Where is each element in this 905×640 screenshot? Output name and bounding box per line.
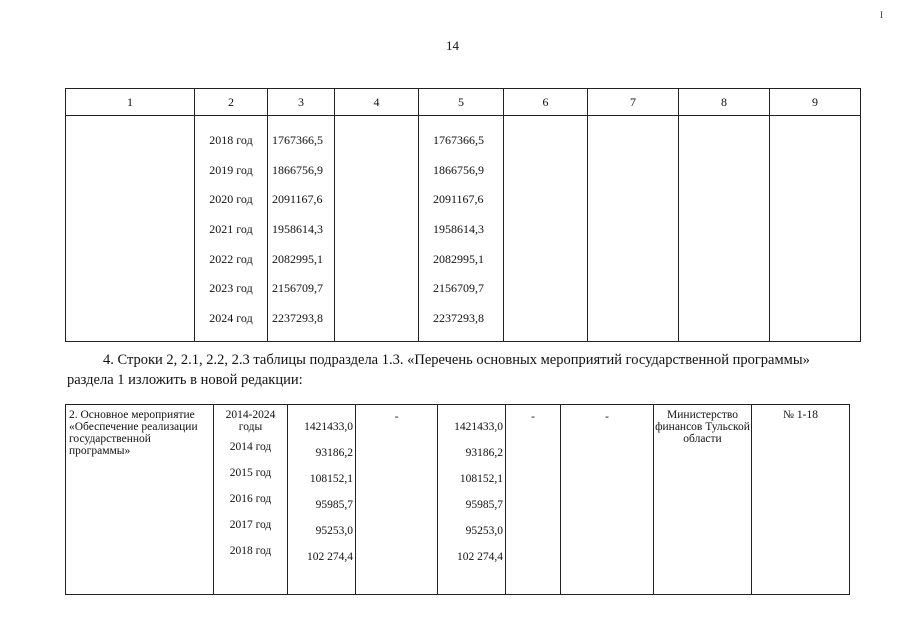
regional-budget-cell [438,405,506,595]
amount-value: 2091167,6 [272,192,323,207]
amount-value: 2091167,6 [433,192,484,207]
table-row [66,405,850,595]
dash-cell: - [561,405,654,595]
empty-cell [679,116,770,342]
column-header-6: 6 [504,89,588,116]
column-header-2: 2 [195,89,268,116]
column-header-8: 8 [679,89,770,116]
total-cell [288,405,356,595]
amount-value: 1421433,0 [454,421,503,433]
amount-value: 2237293,8 [272,311,323,326]
amount-value: 102 274,4 [457,551,503,564]
amount-value: 2156709,7 [433,281,484,296]
year-label: 2019 год [209,162,253,177]
empty-cell [588,116,679,342]
year-label: 2014 год [229,441,272,453]
instruction-paragraph [67,350,857,390]
column-header-4: 4 [335,89,419,116]
amount-value: 108152,1 [309,473,353,486]
empty-cell [504,116,588,342]
year-label: 2020 год [209,192,253,207]
measure-name: 2. Основное мероприятие «Обеспечение реализации государственной программы» [66,405,214,595]
amount-value: 1958614,3 [433,222,484,237]
regional-budget-cell [419,116,504,342]
year-cell [195,116,268,342]
amount-value: 1866756,9 [433,162,484,177]
amount-value: 108152,1 [459,473,503,486]
amount-value: 93186,2 [315,447,353,460]
corner-mark: I [880,10,883,20]
amount-value: 2082995,1 [433,251,484,266]
amount-value: 2156709,7 [272,281,323,296]
amount-value: 1866756,9 [272,162,323,177]
period-cell [214,405,288,595]
amount-value: 2082995,1 [272,251,323,266]
year-label: 2015 год [229,467,272,480]
executor-cell: Министерство финансов Тульской области [654,405,752,595]
column-header-1: 1 [66,89,195,116]
year-label: 2018 год [209,133,253,147]
amount-value: 95985,7 [315,499,353,512]
period-unit: годы [238,421,263,433]
amount-value: 1421433,0 [304,421,353,433]
continuation-table [65,88,861,342]
table-row [66,116,861,342]
column-header-3: 3 [268,89,335,116]
amount-value: 95985,7 [465,499,503,512]
page-number: 14 [446,38,459,53]
empty-cell [335,116,419,342]
amount-value: 2237293,8 [433,311,484,326]
year-label: 2021 год [209,222,253,237]
column-header-7: 7 [588,89,679,116]
amount-value: 102 274,4 [307,551,353,564]
year-label: 2024 год [209,311,253,326]
dash-cell: - [506,405,561,595]
year-label: 2023 год [209,281,253,296]
amount-value: 1767366,5 [433,133,484,147]
amount-value: 95253,0 [315,525,353,538]
total-cell [268,116,335,342]
empty-cell [770,116,861,342]
amount-value: 93186,2 [465,447,503,460]
period-range: 2014-2024 [225,409,276,421]
year-label: 2017 год [229,519,272,532]
column-number-row [66,89,861,116]
column-header-9: 9 [770,89,861,116]
year-label: 2016 год [229,493,272,506]
amount-value: 1958614,3 [272,222,323,237]
indicator-cell: № 1-18 [752,405,850,595]
column-header-5: 5 [419,89,504,116]
amount-value: 1767366,5 [272,133,323,147]
year-label: 2018 год [229,545,272,558]
year-label: 2022 год [209,251,253,266]
measure-table [65,404,850,595]
amount-value: 95253,0 [465,525,503,538]
paragraph-line: раздела 1 изложить в новой редакции: [67,372,303,388]
name-cell [66,116,195,342]
dash-cell: - [356,405,438,595]
paragraph-line: 4. Строки 2, 2.1, 2.2, 2.3 таблицы подраздела 1.3. «Перечень основных мероприятий государственной программы» [103,352,810,368]
